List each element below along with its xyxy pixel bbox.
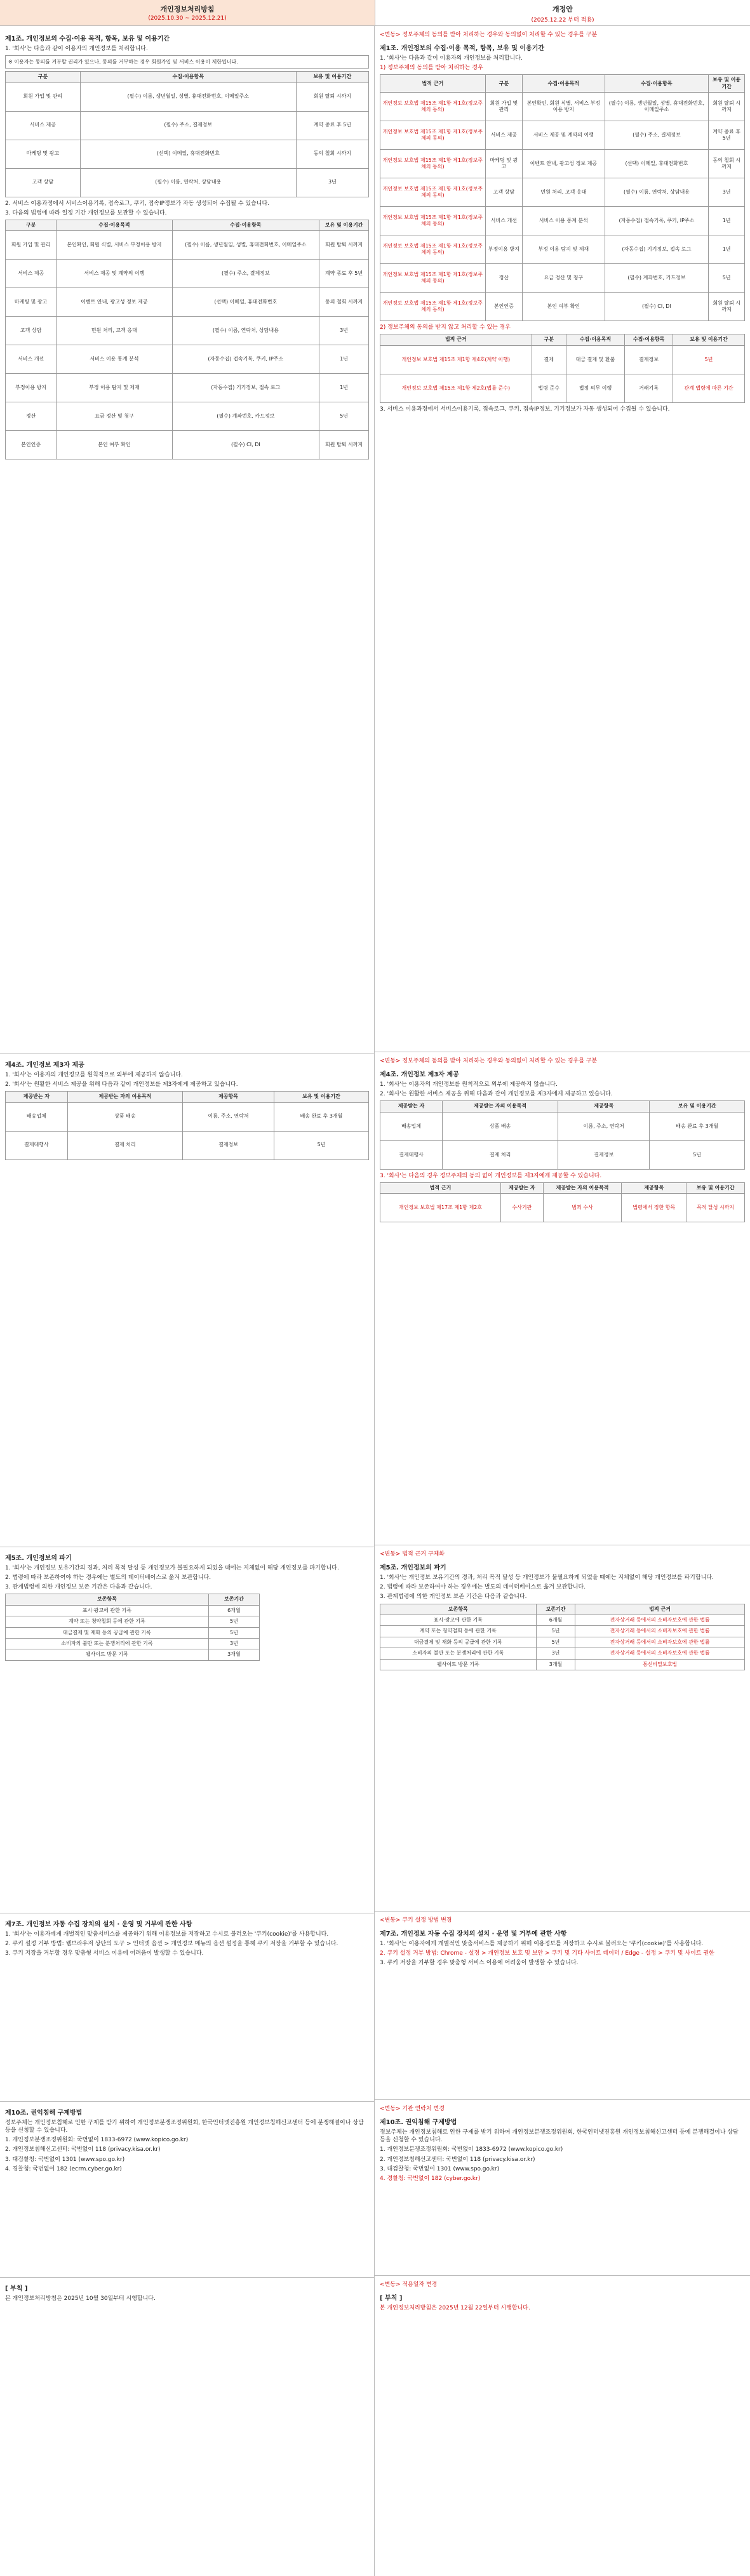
new-policy-title: 개정안 [552, 5, 573, 13]
cell: 목적 달성 시까지 [686, 1194, 745, 1222]
old-section-7 [5, 1919, 369, 2096]
cell: 5년 [536, 1626, 575, 1637]
old-policy-column [0, 25, 375, 2576]
paragraph: 2. 서비스 이용과정에서 서비스이용기록, 접속로그, 쿠키, 접속IP정보가 자동 생성되어 수집될 수 있습니다. [5, 200, 270, 207]
table-header: 보존항목 [6, 1594, 209, 1605]
table-header: 제공받는 자 [380, 1101, 443, 1112]
table-row [380, 93, 745, 121]
table-row [380, 207, 745, 235]
table-header: 수집·이용목적 [523, 75, 605, 93]
table-row [6, 260, 369, 288]
paragraph: 2. '회사'는 원활한 서비스 제공을 위해 다음과 같이 개인정보를 제3자에게 제공하고 있습니다. [5, 1081, 238, 1088]
cell: 표시·광고에 관한 기록 [380, 1615, 537, 1625]
table-row [380, 235, 745, 264]
table-header: 제공받는 자의 이용목적 [67, 1092, 182, 1102]
old-section-10 [5, 2107, 369, 2272]
cell: 배송 완료 후 3개월 [650, 1112, 745, 1140]
new-policy-column [375, 25, 750, 2576]
table-row [380, 264, 745, 293]
table-row [380, 345, 745, 374]
cell: (자동수집) 접속기록, 쿠키, IP주소 [172, 345, 319, 374]
cell: 법정 의무 이행 [566, 374, 624, 402]
cell: (필수) 계좌번호, 카드정보 [172, 402, 319, 431]
addendum-title: [ 부칙 ] [5, 2285, 28, 2292]
paragraph: 3. 서비스 이용과정에서 서비스이용기록, 접속로그, 쿠키, 접속IP정보, 기기정보가 자동 생성되어 수집될 수 있습니다. [380, 406, 670, 413]
cell: 5년 [319, 402, 369, 431]
cell: 요금 정산 및 청구 [57, 402, 172, 431]
table-row [380, 1648, 745, 1659]
cell: 5년 [208, 1627, 259, 1638]
third-party-table-new [380, 1100, 745, 1169]
paragraph: 2. 법령에 따라 보존하여야 하는 경우에는 별도의 데이터베이스로 옮겨 보관합니다. [5, 1575, 211, 1582]
cell: 이름, 주소, 연락처 [558, 1112, 650, 1140]
addendum-title: [ 부칙 ] [380, 2295, 403, 2302]
paragraph: 정보주체는 개인정보침해로 인한 구제를 받기 위하여 개인정보분쟁조정위원회, 한국인터넷진흥원 개인정보침해신고센터 등에 분쟁해결이나 상담 등을 신청할 수 있습니다. [380, 2129, 739, 2144]
table-row [6, 431, 369, 459]
table-row [380, 374, 745, 402]
cell: 3년 [319, 317, 369, 345]
cell: 5년 [208, 1616, 259, 1627]
table-row [6, 317, 369, 345]
cell: 민원 처리, 고객 응대 [57, 317, 172, 345]
old-section-4 [5, 1059, 369, 1542]
table-header: 구분 [6, 220, 57, 230]
table-row [380, 1615, 745, 1625]
cell: 1년 [319, 374, 369, 402]
third-party-no-consent-table [380, 1182, 745, 1222]
table-header: 법적 근거 [380, 75, 486, 93]
table-row [380, 1140, 745, 1169]
cell: 1년 [709, 235, 745, 264]
list-item: 2. 개인정보침해신고센터: 국번없이 118 (privacy.kisa.or.kr) [380, 2156, 535, 2163]
paragraph: 3. '회사'는 다음의 경우 정보주체의 동의 없이 개인정보를 제3자에게 제공할 수 있습니다. [380, 1172, 602, 1179]
table-header: 보유 및 이용기간 [296, 72, 368, 83]
cell: (필수) 이름, 생년월일, 성별, 휴대전화번호, 이메일주소 [172, 231, 319, 260]
article-title: 제4조. 개인정보 제3자 제공 [380, 1071, 459, 1079]
cell: 회원 탈퇴 시까지 [709, 93, 745, 121]
cell: 서비스 이용 통계 분석 [523, 207, 605, 235]
cell: 서비스 제공 [6, 111, 81, 140]
cell: 3개월 [208, 1649, 259, 1660]
article-title: 제7조. 개인정보 자동 수집 장치의 설치 · 운영 및 거부에 관한 사항 [380, 1931, 567, 1938]
table-header: 수집·이용항목 [625, 334, 673, 345]
paragraph: 1. '회사'는 이용자에게 개별적인 맞춤서비스를 제공하기 위해 이용정보를 저장하고 수시로 불러오는 '쿠키(cookie)'를 사용합니다. [5, 1931, 329, 1938]
table-row [380, 1112, 745, 1140]
cell: 결제대행사 [6, 1131, 68, 1159]
table-row [6, 288, 369, 317]
table-header: 제공항목 [183, 1092, 274, 1102]
cell: 서비스 제공 및 계약의 이행 [57, 260, 172, 288]
cell: 소비자의 불만 또는 분쟁처리에 관한 기록 [6, 1638, 209, 1649]
old-policy-dates: (2025.10.30 ~ 2025.12.21) [148, 15, 227, 22]
cell: 계약 종료 후 5년 [319, 260, 369, 288]
paragraph: 2. 법령에 따라 보존하여야 하는 경우에는 별도의 데이터베이스로 옮겨 보관합니다. [380, 1584, 586, 1591]
old-addendum [5, 2283, 369, 2302]
cell: 범죄 수사 [543, 1194, 622, 1222]
cell: 5년 [673, 345, 744, 374]
table-header: 보유 및 이용기간 [673, 334, 744, 345]
table-row [380, 178, 745, 207]
cell: 정산 [485, 264, 522, 293]
cell: 서비스 이용 통계 분석 [57, 345, 172, 374]
cell: (필수) 이름, 연락처, 상담내용 [80, 168, 296, 197]
table-row [6, 1102, 369, 1131]
cell: (자동수집) 접속기록, 쿠키, IP주소 [605, 207, 709, 235]
table-header: 법적 근거 [380, 1182, 501, 1193]
cell: 5년 [274, 1131, 368, 1159]
list-item: 4. 경찰청: 국번없이 182 (ecrm.cyber.go.kr) [5, 2165, 122, 2172]
cell: (필수) 계좌번호, 카드정보 [605, 264, 709, 293]
table-row [6, 231, 369, 260]
table-header: 보존기간 [536, 1604, 575, 1615]
table-row [6, 140, 369, 168]
cell: 마케팅 및 광고 [6, 288, 57, 317]
table-row [380, 121, 745, 150]
cell: 회원 탈퇴 시까지 [709, 293, 745, 321]
table-row [6, 1627, 260, 1638]
table-header: 제공항목 [622, 1182, 686, 1193]
cell: 회원 탈퇴 시까지 [319, 431, 369, 459]
retention-table-new [380, 1604, 745, 1670]
cell: 전자상거래 등에서의 소비자보호에 관한 법률 [575, 1648, 745, 1659]
change-note: <변동> 쿠키 설정 방법 변경 [380, 1917, 452, 1924]
old-section-1 [5, 33, 369, 1048]
cell: 서비스 개선 [485, 207, 522, 235]
table-row [380, 293, 745, 321]
cell: (자동수집) 기기정보, 접속 로그 [172, 374, 319, 402]
table-row [6, 402, 369, 431]
new-policy-header [375, 0, 750, 25]
table-row [380, 1637, 745, 1648]
cell: 서비스 제공 [485, 121, 522, 150]
cell: 부정 이용 탐지 및 제재 [57, 374, 172, 402]
cell: 서비스 제공 [6, 260, 57, 288]
article-title: 제1조. 개인정보의 수집·이용 목적, 항목, 보유 및 이용기간 [380, 45, 545, 53]
new-section-10 [380, 2105, 745, 2270]
cell: 3년 [208, 1638, 259, 1649]
cell: 동의 철회 시까지 [709, 150, 745, 178]
cell: 마케팅 및 광고 [485, 150, 522, 178]
cell: 민원 처리, 고객 응대 [523, 178, 605, 207]
old-section-5 [5, 1552, 369, 1908]
cell: 회원 가입 및 관리 [6, 231, 57, 260]
table-header: 제공항목 [558, 1101, 650, 1112]
new-section-5 [380, 1550, 745, 1906]
paragraph: 1. '회사'는 개인정보 보유기간의 경과, 처리 목적 달성 등 개인정보가 불필요하게 되었을 때에는 지체없이 해당 개인정보를 파기합니다. [5, 1565, 339, 1571]
article-title: 제1조. 개인정보의 수집·이용 목적, 항목, 보유 및 이용기간 [5, 36, 170, 43]
cell: 회원 탈퇴 시까지 [319, 231, 369, 260]
cell: 회원 가입 및 관리 [6, 83, 81, 111]
paragraph: 본 개인정보처리방침은 2025년 12월 22일부터 시행합니다. [380, 2305, 530, 2312]
cell: 서비스 개선 [6, 345, 57, 374]
cell: 계약 종료 후 5년 [296, 111, 368, 140]
cell: 소비자의 불만 또는 분쟁처리에 관한 기록 [380, 1648, 537, 1659]
article-title: 제4조. 개인정보 제3자 제공 [5, 1062, 84, 1069]
table-row [6, 345, 369, 374]
table-header: 수집·이용항목 [172, 220, 319, 230]
cell: (필수) 이름, 연락처, 상담내용 [605, 178, 709, 207]
table-header: 법적 근거 [380, 334, 532, 345]
table-header: 제공받는 자 [6, 1092, 68, 1102]
consent-notice: ※ 이용자는 동의를 거부할 권리가 있으나, 동의를 거부하는 경우 회원가입 및 서비스 이용이 제한됩니다. [5, 55, 369, 69]
cell: 표시·광고에 관한 기록 [6, 1605, 209, 1616]
cell: 고객 상담 [6, 168, 81, 197]
cell: 3개월 [536, 1659, 575, 1670]
cell: 고객 상담 [485, 178, 522, 207]
table-row [6, 1131, 369, 1159]
cell: 본인 여부 확인 [57, 431, 172, 459]
cell: 배송업체 [380, 1112, 443, 1140]
change-note: <변동> 정보주체의 동의를 받아 처리하는 경우와 동의없이 처리할 수 있는 경우를 구분 [380, 32, 598, 38]
subheading: 1) 정보주체의 동의를 받아 처리하는 경우 [380, 65, 483, 72]
cell: 동의 철회 시까지 [296, 140, 368, 168]
cell: 계약 또는 청약철회 등에 관한 기록 [380, 1626, 537, 1637]
cell: 1년 [709, 207, 745, 235]
cell: 부정이용 방지 [485, 235, 522, 264]
cell: 회원 탈퇴 시까지 [296, 83, 368, 111]
cell: (필수) 이름, 연락처, 상담내용 [172, 317, 319, 345]
table-row [380, 150, 745, 178]
cell: 수사기관 [501, 1194, 544, 1222]
new-addendum [380, 2281, 745, 2312]
cell: 이벤트 안내, 광고성 정보 제공 [523, 150, 605, 178]
cell: 결제 [532, 345, 566, 374]
table-row [6, 83, 369, 111]
cell: 관계 법령에 따른 기간 [673, 374, 744, 402]
cell: 5년 [709, 264, 745, 293]
cell: (선택) 이메일, 휴대전화번호 [80, 140, 296, 168]
cell: (필수) CI, DI [172, 431, 319, 459]
cell: 전자상거래 등에서의 소비자보호에 관한 법률 [575, 1626, 745, 1637]
article-title: 제5조. 개인정보의 파기 [5, 1555, 72, 1562]
cell: (필수) 주소, 결제정보 [80, 111, 296, 140]
collection-table-detail [5, 220, 369, 459]
cell: (필수) 이름, 생년월일, 성별, 휴대전화번호, 이메일주소 [80, 83, 296, 111]
cell: 본인인증 [485, 293, 522, 321]
table-row [6, 1638, 260, 1649]
table-row [6, 1605, 260, 1616]
cell: (자동수집) 기기정보, 접속 로그 [605, 235, 709, 264]
list-item: 1. 개인정보분쟁조정위원회: 국번없이 1833-6972 (www.kopico.go.kr) [5, 2137, 189, 2144]
cell: 배송 완료 후 3개월 [274, 1102, 368, 1131]
cell: 요금 정산 및 청구 [523, 264, 605, 293]
cell: 개인정보 보호법 제15조 제1항 제1호(정보주체의 동의) [380, 207, 486, 235]
paragraph: 1. '회사'는 다음과 같이 이용자의 개인정보를 처리합니다. [380, 55, 523, 62]
cell: 결제정보 [558, 1140, 650, 1169]
cell: 웹사이트 방문 기록 [6, 1649, 209, 1660]
paragraph: 2. 쿠키 설정 거부 방법: Chrome - 설정 > 개인정보 보호 및 보안 > 쿠키 및 기타 사이트 데이터 / Edge - 설정 > 쿠키 및 사이트 권한 [380, 1950, 714, 1957]
table-header: 보유 및 이용기간 [686, 1182, 745, 1193]
cell: 개인정보 보호법 제15조 제1항 제1호(정보주체의 동의) [380, 264, 486, 293]
table-header: 수집·이용목적 [566, 334, 624, 345]
table-header: 보유 및 이용기간 [709, 75, 745, 93]
table-header: 보유 및 이용기간 [274, 1092, 368, 1102]
paragraph: 2. '회사'는 원활한 서비스 제공을 위해 다음과 같이 개인정보를 제3자에게 제공하고 있습니다. [380, 1091, 613, 1098]
list-item: 3. 대검찰청: 국번없이 1301 (www.spo.go.kr) [5, 2156, 125, 2163]
paragraph: 정보주체는 개인정보침해로 인한 구제를 받기 위하여 개인정보분쟁조정위원회, 한국인터넷진흥원 개인정보침해신고센터 등에 분쟁해결이나 상담 등을 신청할 수 있습니다. [5, 2120, 364, 2134]
cell: 3년 [709, 178, 745, 207]
cell: (선택) 이메일, 휴대전화번호 [172, 288, 319, 317]
cell: 결제 처리 [443, 1140, 558, 1169]
cell: 개인정보 보호법 제15조 제1항 제2호(법률 준수) [380, 374, 532, 402]
collection-table [5, 71, 369, 197]
table-header: 수집·이용항목 [80, 72, 296, 83]
cell: 전자상거래 등에서의 소비자보호에 관한 법률 [575, 1615, 745, 1625]
change-note: <변동> 정보주체의 동의를 받아 처리하는 경우와 동의없이 처리할 수 있는 경우를 구분 [380, 1058, 598, 1064]
cell: 법령에서 정한 항목 [622, 1194, 686, 1222]
cell: 1년 [319, 345, 369, 374]
paragraph: 3. 쿠키 저장을 거부할 경우 맞춤형 서비스 이용에 어려움이 발생할 수 있습니다. [380, 1960, 579, 1967]
cell: 3년 [536, 1648, 575, 1659]
table-header: 구분 [532, 334, 566, 345]
cell: 결제정보 [183, 1131, 274, 1159]
list-item: 1. 개인정보분쟁조정위원회: 국번없이 1833-6972 (www.kopico.go.kr) [380, 2146, 563, 2153]
new-section-7 [380, 1917, 745, 2094]
new-section-4 [380, 1057, 745, 1540]
cell: (필수) 주소, 결제정보 [172, 260, 319, 288]
cell: 본인확인, 회원 식별, 서비스 부정이용 방지 [523, 93, 605, 121]
old-policy-title: 개인정보처리방침 [160, 5, 215, 13]
table-header: 수집·이용목적 [57, 220, 172, 230]
table-header: 보존항목 [380, 1604, 537, 1615]
cell: 동의 철회 시까지 [319, 288, 369, 317]
table-row [380, 1194, 745, 1222]
cell: 마케팅 및 광고 [6, 140, 81, 168]
list-item: 2. 개인정보침해신고센터: 국번없이 118 (privacy.kisa.or.kr) [5, 2146, 161, 2153]
cell: 대금결제 및 재화 등의 공급에 관한 기록 [380, 1637, 537, 1648]
table-row [6, 168, 369, 197]
cell: 부정 이용 탐지 및 제재 [523, 235, 605, 264]
retention-table [5, 1594, 260, 1660]
cell: 배송업체 [6, 1102, 68, 1131]
table-row [6, 111, 369, 140]
cell: 결제대행사 [380, 1140, 443, 1169]
cell: 개인정보 보호법 제15조 제1항 제1호(정보주체의 동의) [380, 235, 486, 264]
cell: 6개월 [208, 1605, 259, 1616]
table-header: 제공받는 자 [501, 1182, 544, 1193]
cell: 법령 준수 [532, 374, 566, 402]
cell: 본인인증 [6, 431, 57, 459]
table-row [6, 1649, 260, 1660]
cell: (필수) 이름, 생년월일, 성별, 휴대전화번호, 이메일주소 [605, 93, 709, 121]
paragraph: 3. 관계법령에 의한 개인정보 보존 기간은 다음과 같습니다. [5, 1584, 152, 1591]
cell: 부정이용 방지 [6, 374, 57, 402]
cell: 결제 처리 [67, 1131, 182, 1159]
table-row [6, 374, 369, 402]
third-party-table [5, 1091, 369, 1159]
cell: 거래기록 [625, 374, 673, 402]
table-row [380, 1659, 745, 1670]
new-section-1 [380, 31, 745, 1047]
table-header: 구분 [485, 75, 522, 93]
article-title: 제7조. 개인정보 자동 수집 장치의 설치 · 운영 및 거부에 관한 사항 [5, 1921, 192, 1928]
paragraph: 1. '회사'는 개인정보 보유기간의 경과, 처리 목적 달성 등 개인정보가 불필요하게 되었을 때에는 지체없이 해당 개인정보를 파기합니다. [380, 1575, 714, 1582]
comparison-columns [0, 25, 750, 2576]
table-header: 제공받는 자의 이용목적 [543, 1182, 622, 1193]
cell: (필수) 주소, 결제정보 [605, 121, 709, 150]
table-header: 수집·이용항목 [605, 75, 709, 93]
cell: 정산 [6, 402, 57, 431]
subheading: 2) 정보주체의 동의를 받지 않고 처리할 수 있는 경우 [380, 324, 511, 331]
table-header: 보존기간 [208, 1594, 259, 1605]
list-item: 3. 대검찰청: 국번없이 1301 (www.spo.go.kr) [380, 2165, 500, 2172]
comparison-header [0, 0, 750, 26]
cell: 웹사이트 방문 기록 [380, 1659, 537, 1670]
table-header: 보유 및 이용기간 [650, 1101, 745, 1112]
cell: 이벤트 안내, 광고성 정보 제공 [57, 288, 172, 317]
cell: 서비스 제공 및 계약의 이행 [523, 121, 605, 150]
cell: 본인 여부 확인 [523, 293, 605, 321]
cell: 본인확인, 회원 식별, 서비스 부정이용 방지 [57, 231, 172, 260]
cell: 통신비밀보호법 [575, 1659, 745, 1670]
paragraph: 3. 관계법령에 의한 개인정보 보존 기간은 다음과 같습니다. [380, 1594, 527, 1601]
collection-table-new [380, 74, 745, 321]
cell: 개인정보 보호법 제15조 제1항 제4호(계약 이행) [380, 345, 532, 374]
cell: 고객 상담 [6, 317, 57, 345]
list-item: 4. 경찰청: 국번없이 182 (cyber.go.kr) [380, 2175, 481, 2182]
cell: 개인정보 보호법 제15조 제1항 제1호(정보주체의 동의) [380, 178, 486, 207]
paragraph: 1. '회사'는 다음과 같이 이용자의 개인정보를 처리합니다. [5, 46, 148, 52]
paragraph: 3. 쿠키 저장을 거부할 경우 맞춤형 서비스 이용에 어려움이 발생할 수 있습니다. [5, 1950, 204, 1957]
change-note: <변동> 적용일자 변경 [380, 2282, 438, 2288]
cell: 계약 종료 후 5년 [709, 121, 745, 150]
cell: 개인정보 보호법 제15조 제1항 제1호(정보주체의 동의) [380, 93, 486, 121]
cell: 3년 [296, 168, 368, 197]
paragraph: 3. 다음의 법령에 따라 일정 기간 개인정보를 보관할 수 있습니다. [5, 209, 167, 216]
cell: 회원 가입 및 관리 [485, 93, 522, 121]
cell: 개인정보 보호법 제15조 제1항 제1호(정보주체의 동의) [380, 121, 486, 150]
cell: 대금 결제 및 환불 [566, 345, 624, 374]
cell: 상품 배송 [443, 1112, 558, 1140]
paragraph: 본 개인정보처리방침은 2025년 10월 30일부터 시행합니다. [5, 2295, 156, 2302]
cell: (선택) 이메일, 휴대전화번호 [605, 150, 709, 178]
cell: 계약 또는 청약철회 등에 관한 기록 [6, 1616, 209, 1627]
paragraph: 1. '회사'는 이용자의 개인정보를 원칙적으로 외부에 제공하지 않습니다. [5, 1072, 183, 1078]
cell: 전자상거래 등에서의 소비자보호에 관한 법률 [575, 1637, 745, 1648]
table-row [6, 1616, 260, 1627]
cell: 개인정보 보호법 제15조 제1항 제1호(정보주체의 동의) [380, 150, 486, 178]
old-policy-header [0, 0, 375, 25]
cell: 6개월 [536, 1615, 575, 1625]
table-header: 법적 근거 [575, 1604, 745, 1615]
cell: 상품 배송 [67, 1102, 182, 1131]
table-header: 보유 및 이용기간 [319, 220, 369, 230]
cell: 개인정보 보호법 제17조 제1항 제2호 [380, 1194, 501, 1222]
cell: 개인정보 보호법 제15조 제1항 제1호(정보주체의 동의) [380, 293, 486, 321]
new-policy-dates: (2025.12.22 부터 적용) [531, 17, 594, 23]
cell: 대금결제 및 재화 등의 공급에 관한 기록 [6, 1627, 209, 1638]
cell: (필수) CI, DI [605, 293, 709, 321]
article-title: 제5조. 개인정보의 파기 [380, 1564, 446, 1572]
paragraph: 1. '회사'는 이용자의 개인정보를 원칙적으로 외부에 제공하지 않습니다. [380, 1081, 558, 1088]
cell: 5년 [650, 1140, 745, 1169]
table-header: 제공받는 자의 이용목적 [443, 1101, 558, 1112]
cell: 5년 [536, 1637, 575, 1648]
paragraph: 2. 쿠키 설정 거부 방법: 웹브라우저 상단의 도구 > 인터넷 옵션 > 개인정보 메뉴의 옵션 설정을 통해 쿠키 저장을 거부할 수 있습니다. [5, 1941, 338, 1948]
article-title: 제10조. 권익침해 구제방법 [380, 2119, 457, 2127]
no-consent-table [380, 334, 745, 402]
table-header: 구분 [6, 72, 81, 83]
table-row [380, 1626, 745, 1637]
article-title: 제10조. 권익침해 구제방법 [5, 2110, 83, 2117]
change-note: <변동> 법적 근거 구체화 [380, 1551, 445, 1557]
paragraph: 1. '회사'는 이용자에게 개별적인 맞춤서비스를 제공하기 위해 이용정보를 저장하고 수시로 불러오는 '쿠키(cookie)'를 사용합니다. [380, 1941, 704, 1948]
cell: 결제정보 [625, 345, 673, 374]
change-note: <변동> 기관 연락처 변경 [380, 2106, 445, 2112]
cell: 이름, 주소, 연락처 [183, 1102, 274, 1131]
